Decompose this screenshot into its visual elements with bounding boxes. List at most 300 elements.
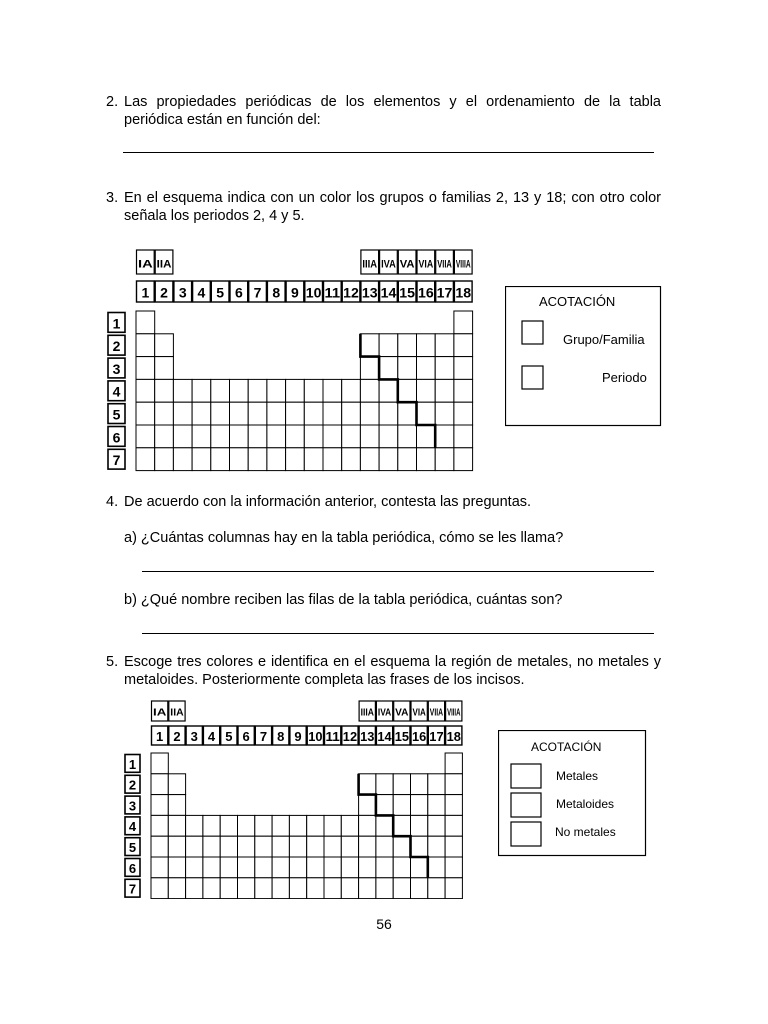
group-header-va — [398, 250, 416, 274]
element-cell-p4-g17[interactable] — [428, 815, 445, 836]
element-cell-p7-g13[interactable] — [360, 448, 379, 471]
legend-label-period: Periodo — [602, 370, 647, 385]
element-cell-p4-g14[interactable] — [376, 815, 393, 836]
group-label: IIIA — [362, 258, 378, 271]
group-number-label: 4 — [207, 728, 216, 744]
element-cell-p2-g16[interactable] — [411, 774, 428, 795]
element-cell-p1-g18[interactable] — [454, 311, 473, 334]
element-cell-p7-g12[interactable] — [341, 878, 358, 899]
question-number: 5. — [106, 654, 119, 670]
element-cell-p7-g16[interactable] — [411, 878, 428, 899]
group-number-label: 18 — [446, 728, 461, 744]
element-cell-p6-g3[interactable] — [186, 857, 203, 878]
answer-line-q4a[interactable] — [142, 571, 654, 572]
element-cell-p7-g7[interactable] — [248, 448, 267, 471]
group-header-ia — [152, 701, 168, 721]
period-number-3 — [125, 796, 140, 814]
element-cell-p7-g17[interactable] — [435, 448, 454, 471]
element-cell-p3-g18[interactable] — [445, 795, 462, 816]
group-number-label: 2 — [173, 728, 181, 744]
element-cell-p4-g6[interactable] — [230, 379, 249, 402]
element-cell-p5-g17[interactable] — [428, 836, 445, 857]
element-cell-p4-g15[interactable] — [398, 379, 417, 402]
period-number-7 — [125, 879, 140, 897]
element-cell-p3-g1[interactable] — [136, 357, 155, 380]
element-cell-p3-g16[interactable] — [417, 357, 436, 380]
question-4 — [106, 493, 661, 511]
period-number-7 — [108, 449, 125, 469]
element-cell-p7-g11[interactable] — [324, 878, 341, 899]
element-cell-p6-g13[interactable] — [360, 425, 379, 448]
group-number-18 — [454, 281, 472, 302]
element-cell-p3-g14[interactable] — [376, 795, 393, 816]
element-cell-p2-g17[interactable] — [435, 334, 454, 357]
element-cell-p7-g16[interactable] — [417, 448, 436, 471]
element-cell-p6-g13[interactable] — [359, 857, 376, 878]
element-cell-p5-g18[interactable] — [445, 836, 462, 857]
element-cell-p4-g12[interactable] — [342, 379, 361, 402]
element-cell-p3-g17[interactable] — [428, 795, 445, 816]
element-cell-p6-g16[interactable] — [411, 857, 428, 878]
legend-swatch-period[interactable] — [522, 366, 543, 389]
group-number-14 — [376, 726, 392, 745]
element-cell-p5-g14[interactable] — [379, 402, 398, 425]
element-cell-p4-g1[interactable] — [151, 815, 168, 836]
element-cell-p4-g12[interactable] — [341, 815, 358, 836]
element-cell-p5-g3[interactable] — [173, 402, 192, 425]
group-number-3 — [186, 726, 202, 745]
element-cell-p5-g16[interactable] — [417, 402, 436, 425]
legend-swatch-metalloids[interactable] — [511, 793, 541, 817]
group-number-label: 10 — [305, 284, 322, 301]
group-label: IA — [153, 707, 167, 719]
element-cell-p4-g2[interactable] — [168, 815, 185, 836]
group-number-10 — [305, 281, 323, 302]
periodic-table-diagram-2 — [124, 699, 482, 899]
element-cell-p7-g15[interactable] — [393, 878, 410, 899]
element-cell-p7-g1[interactable] — [151, 878, 168, 899]
group-number-5 — [221, 726, 237, 745]
element-cell-p6-g3[interactable] — [173, 425, 192, 448]
question-number: 3. — [106, 190, 119, 206]
legend-label-group: Grupo/Familia — [563, 332, 645, 347]
element-cell-p7-g14[interactable] — [379, 448, 398, 471]
group-number-4 — [203, 726, 219, 745]
element-cell-p7-g14[interactable] — [376, 878, 393, 899]
group-number-label: 6 — [234, 284, 243, 301]
group-number-label: 18 — [455, 284, 472, 301]
element-cell-p6-g12[interactable] — [342, 425, 361, 448]
element-cell-p2-g14[interactable] — [376, 774, 393, 795]
group-number-label: 2 — [160, 284, 168, 301]
group-label: IVA — [381, 258, 396, 271]
element-cell-p7-g4[interactable] — [203, 878, 220, 899]
element-cell-p7-g4[interactable] — [192, 448, 211, 471]
element-cell-p6-g4[interactable] — [203, 857, 220, 878]
element-cell-p4-g14[interactable] — [379, 379, 398, 402]
group-number-13 — [361, 281, 379, 302]
element-cell-p4-g13[interactable] — [360, 379, 379, 402]
element-cell-p5-g11[interactable] — [324, 836, 341, 857]
element-cell-p2-g1[interactable] — [136, 334, 155, 357]
legend-swatch-metals[interactable] — [511, 764, 541, 788]
element-cell-p6-g9[interactable] — [289, 857, 306, 878]
element-cell-p2-g15[interactable] — [398, 334, 417, 357]
element-cell-p6-g12[interactable] — [341, 857, 358, 878]
legend-label-nonmetals: No metales — [555, 825, 616, 839]
group-number-9 — [290, 726, 306, 745]
element-cell-p3-g16[interactable] — [411, 795, 428, 816]
element-cell-p1-g1[interactable] — [136, 311, 155, 334]
element-cell-p7-g13[interactable] — [359, 878, 376, 899]
element-cell-p4-g10[interactable] — [304, 379, 323, 402]
element-cell-p4-g4[interactable] — [203, 815, 220, 836]
group-number-11 — [325, 726, 341, 745]
element-cell-p3-g17[interactable] — [435, 357, 454, 380]
element-cell-p5-g5[interactable] — [220, 836, 237, 857]
element-cell-p5-g10[interactable] — [307, 836, 324, 857]
element-cell-p5-g9[interactable] — [286, 402, 305, 425]
element-cell-p7-g17[interactable] — [428, 878, 445, 899]
group-number-label: 8 — [272, 284, 281, 301]
element-cell-p4-g4[interactable] — [192, 379, 211, 402]
group-label: IIA — [170, 707, 184, 719]
element-cell-p5-g9[interactable] — [289, 836, 306, 857]
element-cell-p5-g2[interactable] — [168, 836, 185, 857]
element-cell-p5-g6[interactable] — [230, 402, 249, 425]
element-cell-p4-g15[interactable] — [393, 815, 410, 836]
group-number-label: 15 — [399, 284, 416, 301]
group-header-viia — [436, 250, 454, 274]
element-cell-p6-g18[interactable] — [445, 857, 462, 878]
period-number-label: 7 — [128, 881, 137, 897]
group-number-5 — [211, 281, 229, 302]
element-cell-p7-g1[interactable] — [136, 448, 155, 471]
element-cell-p4-g3[interactable] — [186, 815, 203, 836]
element-cell-p5-g13[interactable] — [360, 402, 379, 425]
group-number-14 — [380, 281, 398, 302]
group-header-viiia — [446, 701, 462, 721]
element-cell-p4-g5[interactable] — [220, 815, 237, 836]
period-number-label: 4 — [112, 383, 121, 400]
element-cell-p7-g9[interactable] — [289, 878, 306, 899]
element-cell-p2-g18[interactable] — [454, 334, 473, 357]
element-cell-p7-g3[interactable] — [173, 448, 192, 471]
element-cell-p6-g5[interactable] — [220, 857, 237, 878]
group-number-12 — [342, 281, 360, 302]
element-cell-p5-g15[interactable] — [398, 402, 417, 425]
element-cell-p5-g12[interactable] — [341, 836, 358, 857]
element-cell-p7-g2[interactable] — [155, 448, 174, 471]
period-number-2 — [125, 775, 140, 793]
element-cell-p4-g13[interactable] — [359, 815, 376, 836]
question-text: De acuerdo con la información anterior, contesta las preguntas. — [124, 494, 532, 510]
element-cell-p2-g14[interactable] — [379, 334, 398, 357]
period-number-4 — [125, 817, 140, 835]
element-cell-p2-g17[interactable] — [428, 774, 445, 795]
group-number-label: 13 — [361, 284, 378, 301]
group-header-ia — [137, 250, 155, 274]
period-number-6 — [108, 427, 125, 447]
period-number-label: 7 — [112, 452, 121, 469]
element-cell-p4-g16[interactable] — [411, 815, 428, 836]
group-number-label: 17 — [429, 728, 444, 744]
group-number-13 — [359, 726, 375, 745]
group-label: VA — [399, 258, 415, 271]
element-cell-p6-g14[interactable] — [376, 857, 393, 878]
group-number-8 — [273, 726, 289, 745]
element-cell-p6-g15[interactable] — [393, 857, 410, 878]
element-cell-p1-g18[interactable] — [445, 753, 462, 774]
period-number-2 — [108, 335, 125, 355]
element-cell-p6-g5[interactable] — [211, 425, 230, 448]
group-number-label: 10 — [308, 728, 323, 744]
element-cell-p7-g8[interactable] — [267, 448, 286, 471]
element-cell-p3-g15[interactable] — [393, 795, 410, 816]
group-number-16 — [411, 726, 427, 745]
group-label: IA — [138, 258, 153, 271]
element-cell-p5-g1[interactable] — [136, 402, 155, 425]
element-cell-p4-g7[interactable] — [255, 815, 272, 836]
element-cell-p7-g3[interactable] — [186, 878, 203, 899]
group-number-label: 13 — [360, 728, 375, 744]
element-cell-p5-g5[interactable] — [211, 402, 230, 425]
question-3 — [106, 189, 661, 225]
element-cell-p6-g16[interactable] — [417, 425, 436, 448]
group-header-iia — [169, 701, 185, 721]
element-cell-p3-g14[interactable] — [379, 357, 398, 380]
group-number-label: 9 — [291, 284, 299, 301]
periodic-table-diagram-1 — [106, 248, 490, 476]
group-number-9 — [286, 281, 304, 302]
element-cell-p5-g16[interactable] — [411, 836, 428, 857]
group-number-1 — [152, 726, 168, 745]
element-cell-p7-g8[interactable] — [272, 878, 289, 899]
element-cell-p6-g2[interactable] — [168, 857, 185, 878]
element-cell-p7-g6[interactable] — [238, 878, 255, 899]
element-cell-p2-g2[interactable] — [155, 334, 174, 357]
element-cell-p2-g2[interactable] — [168, 774, 185, 795]
legend-box-2 — [498, 730, 647, 857]
element-cell-p5-g18[interactable] — [454, 402, 473, 425]
question-text: Escoge tres colores e identifica en el esquema la región de metales, no metales y metaloides. Posteriormente completa las frases de los incisos. — [124, 654, 661, 688]
group-header-iiia — [361, 250, 379, 274]
element-cell-p4-g6[interactable] — [238, 815, 255, 836]
group-header-iva — [380, 250, 398, 274]
group-number-1 — [137, 281, 155, 302]
group-label: VIA — [412, 707, 426, 719]
element-cell-p6-g11[interactable] — [324, 857, 341, 878]
element-cell-p7-g18[interactable] — [445, 878, 462, 899]
group-number-label: 7 — [253, 284, 262, 301]
element-cell-p5-g4[interactable] — [203, 836, 220, 857]
element-cell-p7-g2[interactable] — [168, 878, 185, 899]
element-cell-p4-g10[interactable] — [307, 815, 324, 836]
group-number-15 — [398, 281, 416, 302]
element-cell-p6-g7[interactable] — [248, 425, 267, 448]
group-number-label: 1 — [141, 284, 150, 301]
element-cell-p4-g16[interactable] — [417, 379, 436, 402]
group-number-16 — [417, 281, 435, 302]
group-number-8 — [267, 281, 285, 302]
legend-title: ACOTACIÓN — [539, 294, 616, 309]
element-cell-p6-g6[interactable] — [238, 857, 255, 878]
element-cell-p2-g18[interactable] — [445, 774, 462, 795]
element-cell-p6-g1[interactable] — [151, 857, 168, 878]
legend-swatch-nonmetals[interactable] — [511, 822, 541, 846]
element-cell-p4-g9[interactable] — [286, 379, 305, 402]
legend-swatch-group[interactable] — [522, 321, 543, 344]
element-cell-p5-g7[interactable] — [255, 836, 272, 857]
group-header-via — [417, 250, 435, 274]
element-cell-p5-g14[interactable] — [376, 836, 393, 857]
group-number-label: 3 — [178, 284, 187, 301]
element-cell-p5-g12[interactable] — [342, 402, 361, 425]
group-label: VIIA — [429, 707, 444, 719]
element-cell-p6-g8[interactable] — [272, 857, 289, 878]
group-number-label: 14 — [377, 728, 393, 744]
question-4b: b) ¿Qué nombre reciben las filas de la tabla periódica, cuántas son? — [124, 592, 563, 608]
element-cell-p6-g7[interactable] — [255, 857, 272, 878]
element-cell-p6-g18[interactable] — [454, 425, 473, 448]
group-number-3 — [174, 281, 192, 302]
element-cell-p4-g8[interactable] — [267, 379, 286, 402]
group-label: IIA — [156, 258, 172, 271]
element-cell-p4-g8[interactable] — [272, 815, 289, 836]
period-number-1 — [125, 755, 140, 773]
period-number-label: 3 — [112, 360, 121, 377]
element-cell-p6-g10[interactable] — [307, 857, 324, 878]
element-cell-p7-g6[interactable] — [230, 448, 249, 471]
element-cell-p3-g1[interactable] — [151, 795, 168, 816]
group-label: VIA — [418, 258, 434, 271]
group-number-label: 5 — [216, 284, 225, 301]
element-cell-p6-g15[interactable] — [398, 425, 417, 448]
group-label: IIIA — [360, 707, 374, 719]
group-number-17 — [428, 726, 444, 745]
answer-line-q4b[interactable] — [142, 633, 654, 634]
element-cell-p3-g2[interactable] — [168, 795, 185, 816]
period-number-5 — [125, 838, 140, 856]
element-cell-p7-g10[interactable] — [307, 878, 324, 899]
element-cell-p2-g13[interactable] — [360, 334, 379, 357]
element-cell-p3-g13[interactable] — [360, 357, 379, 380]
group-number-label: 14 — [380, 284, 397, 301]
element-cell-p1-g1[interactable] — [151, 753, 168, 774]
answer-line-q2[interactable] — [123, 152, 654, 153]
element-cell-p6-g9[interactable] — [286, 425, 305, 448]
element-cell-p3-g2[interactable] — [155, 357, 174, 380]
element-cell-p6-g10[interactable] — [304, 425, 323, 448]
period-number-6 — [125, 859, 140, 877]
period-number-label: 1 — [128, 756, 137, 772]
element-cell-p5-g7[interactable] — [248, 402, 267, 425]
element-cell-p4-g2[interactable] — [155, 379, 174, 402]
element-cell-p6-g6[interactable] — [230, 425, 249, 448]
element-cell-p5-g15[interactable] — [393, 836, 410, 857]
period-number-5 — [108, 404, 125, 424]
element-cell-p5-g8[interactable] — [267, 402, 286, 425]
group-number-label: 3 — [190, 728, 198, 744]
element-cell-p6-g17[interactable] — [435, 425, 454, 448]
element-cell-p3-g15[interactable] — [398, 357, 417, 380]
element-cell-p4-g1[interactable] — [136, 379, 155, 402]
element-cell-p4-g18[interactable] — [445, 815, 462, 836]
element-cell-p3-g18[interactable] — [454, 357, 473, 380]
element-cell-p5-g17[interactable] — [435, 402, 454, 425]
period-number-1 — [108, 313, 125, 333]
element-cell-p4-g7[interactable] — [248, 379, 267, 402]
group-number-2 — [155, 281, 173, 302]
element-cell-p7-g11[interactable] — [323, 448, 342, 471]
element-cell-p7-g5[interactable] — [220, 878, 237, 899]
element-cell-p6-g11[interactable] — [323, 425, 342, 448]
group-number-label: 11 — [325, 728, 340, 744]
element-cell-p5-g11[interactable] — [323, 402, 342, 425]
group-number-7 — [255, 726, 271, 745]
element-cell-p2-g1[interactable] — [151, 774, 168, 795]
element-cell-p6-g14[interactable] — [379, 425, 398, 448]
element-cell-p4-g18[interactable] — [454, 379, 473, 402]
period-number-label: 5 — [112, 406, 121, 423]
element-cell-p7-g7[interactable] — [255, 878, 272, 899]
element-cell-p4-g3[interactable] — [173, 379, 192, 402]
element-cell-p7-g12[interactable] — [342, 448, 361, 471]
group-label: VIIIA — [447, 707, 461, 719]
group-header-viiia — [454, 250, 472, 274]
element-cell-p4-g17[interactable] — [435, 379, 454, 402]
element-cell-p5-g3[interactable] — [186, 836, 203, 857]
element-cell-p4-g11[interactable] — [324, 815, 341, 836]
group-number-label: 16 — [412, 728, 427, 744]
element-cell-p7-g5[interactable] — [211, 448, 230, 471]
element-cell-p7-g15[interactable] — [398, 448, 417, 471]
element-cell-p5-g6[interactable] — [238, 836, 255, 857]
element-cell-p6-g4[interactable] — [192, 425, 211, 448]
question-number: 2. — [106, 94, 119, 110]
element-cell-p2-g16[interactable] — [417, 334, 436, 357]
period-number-label: 2 — [112, 338, 121, 355]
element-cell-p4-g5[interactable] — [211, 379, 230, 402]
element-cell-p7-g18[interactable] — [454, 448, 473, 471]
period-number-label: 6 — [112, 429, 121, 446]
element-cell-p5-g4[interactable] — [192, 402, 211, 425]
element-cell-p5-g13[interactable] — [359, 836, 376, 857]
element-cell-p5-g1[interactable] — [151, 836, 168, 857]
legend-box-1 — [505, 286, 662, 427]
question-2 — [106, 93, 661, 129]
group-number-label: 12 — [342, 728, 358, 744]
element-cell-p5-g2[interactable] — [155, 402, 174, 425]
element-cell-p5-g10[interactable] — [304, 402, 323, 425]
element-cell-p2-g13[interactable] — [359, 774, 376, 795]
group-number-2 — [169, 726, 185, 745]
element-cell-p3-g13[interactable] — [359, 795, 376, 816]
group-header-via — [411, 701, 427, 721]
element-cell-p6-g8[interactable] — [267, 425, 286, 448]
element-cell-p6-g1[interactable] — [136, 425, 155, 448]
element-cell-p6-g2[interactable] — [155, 425, 174, 448]
element-cell-p4-g11[interactable] — [323, 379, 342, 402]
element-cell-p6-g17[interactable] — [428, 857, 445, 878]
group-number-label: 11 — [324, 284, 341, 301]
element-cell-p4-g9[interactable] — [289, 815, 306, 836]
element-cell-p7-g10[interactable] — [304, 448, 323, 471]
element-cell-p7-g9[interactable] — [286, 448, 305, 471]
element-cell-p2-g15[interactable] — [393, 774, 410, 795]
group-number-label: 16 — [418, 284, 434, 301]
element-cell-p5-g8[interactable] — [272, 836, 289, 857]
